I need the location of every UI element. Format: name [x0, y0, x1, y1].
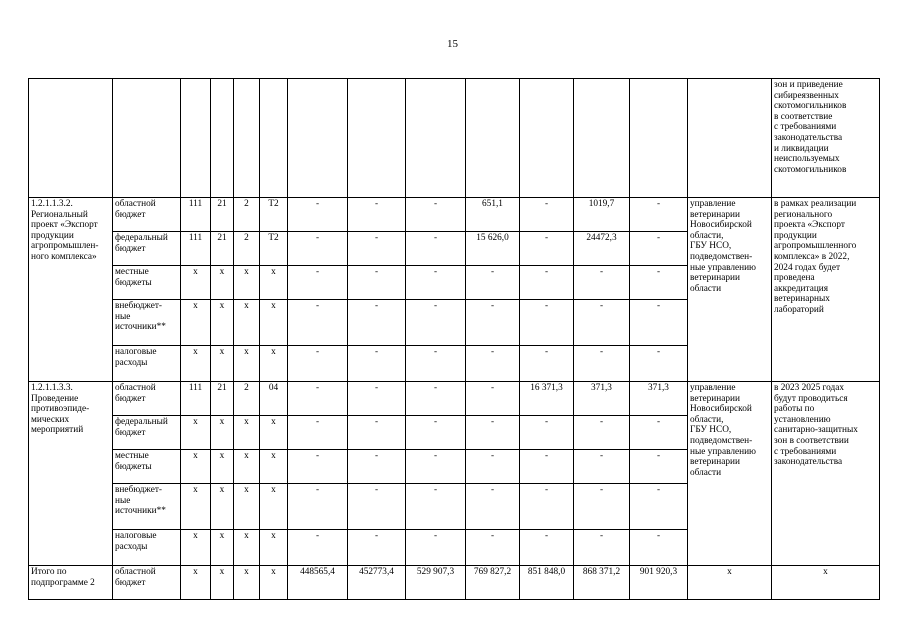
value-cell: 769 827,2 — [466, 566, 520, 600]
cell-empty — [181, 79, 211, 198]
value-cell: 16 371,3 — [520, 382, 574, 416]
cell-empty — [211, 79, 234, 198]
value-cell: - — [630, 300, 688, 346]
cell-empty — [234, 79, 260, 198]
cell-empty — [406, 79, 466, 198]
result-cell: х — [772, 566, 880, 600]
value-cell: 371,3 — [574, 382, 630, 416]
value-cell: - — [288, 300, 348, 346]
value-cell: - — [630, 346, 688, 382]
funding-source-cell: областной бюджет — [113, 382, 181, 416]
value-cell: - — [348, 416, 406, 450]
code-cell: х — [181, 484, 211, 530]
code-cell: х — [181, 566, 211, 600]
value-cell: - — [348, 266, 406, 300]
code-cell: х — [211, 530, 234, 566]
code-cell: T2 — [260, 198, 288, 232]
value-cell: - — [406, 382, 466, 416]
value-cell: 448565,4 — [288, 566, 348, 600]
value-cell: - — [406, 450, 466, 484]
code-cell: 2 — [234, 232, 260, 266]
funding-source-cell: внебюджет- ные источники** — [113, 484, 181, 530]
value-cell: - — [288, 382, 348, 416]
value-cell: - — [288, 198, 348, 232]
value-cell: 15 626,0 — [466, 232, 520, 266]
value-cell: - — [466, 530, 520, 566]
code-cell: 2 — [234, 382, 260, 416]
cell-empty — [574, 79, 630, 198]
code-cell: х — [181, 530, 211, 566]
value-cell: - — [406, 232, 466, 266]
value-cell: - — [466, 450, 520, 484]
total-label-cell: Итого по подпрограмме 2 — [29, 566, 113, 600]
value-cell: - — [630, 198, 688, 232]
result-cell: в 2023 2025 годах будут проводиться работы по установлению санитарно-защитных зон в соответствии с требованиями законодательства — [772, 382, 880, 566]
code-cell: 21 — [211, 232, 234, 266]
value-cell: - — [630, 450, 688, 484]
value-cell: - — [406, 198, 466, 232]
value-cell: - — [574, 450, 630, 484]
value-cell: - — [466, 266, 520, 300]
code-cell: х — [234, 346, 260, 382]
code-cell: 04 — [260, 382, 288, 416]
funding-source-cell: налоговые расходы — [113, 346, 181, 382]
value-cell: - — [348, 198, 406, 232]
cell-empty — [520, 79, 574, 198]
value-cell: 371,3 — [630, 382, 688, 416]
value-cell: - — [520, 450, 574, 484]
value-cell: - — [520, 300, 574, 346]
code-cell: х — [234, 300, 260, 346]
value-cell: - — [406, 530, 466, 566]
code-cell: х — [181, 300, 211, 346]
code-cell: х — [260, 266, 288, 300]
value-cell: - — [288, 450, 348, 484]
table-row — [29, 198, 880, 232]
funding-source-cell: местные бюджеты — [113, 450, 181, 484]
value-cell: - — [520, 484, 574, 530]
code-cell: 21 — [211, 198, 234, 232]
value-cell: - — [574, 416, 630, 450]
value-cell: 901 920,3 — [630, 566, 688, 600]
table-body — [29, 79, 880, 600]
value-cell: 1019,7 — [574, 198, 630, 232]
value-cell: - — [288, 484, 348, 530]
value-cell: - — [288, 266, 348, 300]
code-cell: х — [260, 346, 288, 382]
value-cell: - — [520, 198, 574, 232]
value-cell: 851 848,0 — [520, 566, 574, 600]
code-cell: T2 — [260, 232, 288, 266]
code-cell: х — [234, 450, 260, 484]
value-cell: 452773,4 — [348, 566, 406, 600]
cell-empty — [348, 79, 406, 198]
code-cell: х — [260, 416, 288, 450]
code-cell: х — [181, 450, 211, 484]
value-cell: - — [348, 530, 406, 566]
code-cell: х — [260, 530, 288, 566]
result-cell: в рамках реализации регионального проекта «Экспорт продукции агропромышленного комплекса» в 2022, 2024 годах будет проведена аккредитация ветеринарных лабораторий — [772, 198, 880, 382]
funding-source-cell: федеральный бюджет — [113, 232, 181, 266]
funding-source-cell: внебюджет- ные источники** — [113, 300, 181, 346]
value-cell: - — [348, 300, 406, 346]
value-cell: - — [348, 450, 406, 484]
value-cell: - — [630, 266, 688, 300]
code-cell: 111 — [181, 382, 211, 416]
cell-empty — [113, 79, 181, 198]
cell-empty — [630, 79, 688, 198]
code-cell: 2 — [234, 198, 260, 232]
value-cell: - — [520, 530, 574, 566]
executor-cell: управление ветеринарии Новосибирской области, ГБУ НСО, подведомствен- ные управлению ветеринарии области — [688, 382, 772, 566]
value-cell: - — [520, 232, 574, 266]
value-cell: - — [406, 416, 466, 450]
code-cell: х — [211, 346, 234, 382]
cell-empty — [466, 79, 520, 198]
executor-cell: управление ветеринарии Новосибирской области, ГБУ НСО, подведомствен- ные управлению ветеринарии области — [688, 198, 772, 382]
result-cell: зон и приведение сибиреязвенных скотомогильников в соответствие с требованиями законодательства и ликвидации неиспользуемых скотомогильников — [772, 79, 880, 198]
value-cell: - — [466, 484, 520, 530]
cell-empty — [29, 79, 113, 198]
funding-source-cell: областной бюджет — [113, 566, 181, 600]
code-cell: х — [234, 566, 260, 600]
value-cell: - — [630, 232, 688, 266]
value-cell: - — [348, 382, 406, 416]
code-cell: х — [211, 566, 234, 600]
code-cell: х — [211, 266, 234, 300]
cell-empty — [260, 79, 288, 198]
budget-table — [28, 78, 880, 600]
value-cell: - — [406, 300, 466, 346]
funding-source-cell: федеральный бюджет — [113, 416, 181, 450]
code-cell: х — [181, 346, 211, 382]
activity-code-cell: 1.2.1.1.3.3. Проведение противоэпиде- мических мероприятий — [29, 382, 113, 566]
activity-code-cell: 1.2.1.1.3.2. Региональный проект «Экспорт продукции агропромышлен- ного комплекса» — [29, 198, 113, 382]
value-cell: - — [288, 232, 348, 266]
page-number: 15 — [447, 38, 458, 50]
value-cell: - — [466, 416, 520, 450]
code-cell: х — [211, 416, 234, 450]
code-cell: х — [211, 300, 234, 346]
code-cell: х — [260, 450, 288, 484]
code-cell: х — [260, 566, 288, 600]
value-cell: - — [520, 266, 574, 300]
code-cell: х — [234, 416, 260, 450]
code-cell: х — [181, 416, 211, 450]
cell-empty — [688, 79, 772, 198]
code-cell: х — [234, 266, 260, 300]
value-cell: 651,1 — [466, 198, 520, 232]
value-cell: - — [288, 530, 348, 566]
value-cell: - — [574, 530, 630, 566]
code-cell: х — [234, 530, 260, 566]
value-cell: - — [406, 266, 466, 300]
code-cell: х — [181, 266, 211, 300]
value-cell: - — [406, 346, 466, 382]
value-cell: 868 371,2 — [574, 566, 630, 600]
code-cell: 111 — [181, 198, 211, 232]
value-cell: - — [348, 484, 406, 530]
value-cell: - — [630, 416, 688, 450]
value-cell: - — [348, 346, 406, 382]
total-row — [29, 566, 880, 600]
code-cell: х — [260, 484, 288, 530]
code-cell: 21 — [211, 382, 234, 416]
code-cell: х — [234, 484, 260, 530]
value-cell: - — [466, 382, 520, 416]
value-cell: - — [520, 346, 574, 382]
value-cell: 24472,3 — [574, 232, 630, 266]
code-cell: х — [260, 300, 288, 346]
value-cell: - — [288, 416, 348, 450]
value-cell: - — [574, 484, 630, 530]
code-cell: х — [211, 450, 234, 484]
code-cell: х — [211, 484, 234, 530]
funding-source-cell: областной бюджет — [113, 198, 181, 232]
value-cell: - — [406, 484, 466, 530]
value-cell: - — [630, 484, 688, 530]
value-cell: - — [574, 266, 630, 300]
code-cell: 111 — [181, 232, 211, 266]
funding-source-cell: налоговые расходы — [113, 530, 181, 566]
value-cell: - — [466, 300, 520, 346]
value-cell: - — [630, 530, 688, 566]
value-cell: - — [574, 346, 630, 382]
executor-cell: х — [688, 566, 772, 600]
value-cell: - — [466, 346, 520, 382]
value-cell: - — [288, 346, 348, 382]
table-row-continuation — [29, 79, 880, 198]
cell-empty — [288, 79, 348, 198]
table-row — [29, 382, 880, 416]
value-cell: - — [348, 232, 406, 266]
value-cell: - — [520, 416, 574, 450]
value-cell: - — [574, 300, 630, 346]
value-cell: 529 907,3 — [406, 566, 466, 600]
funding-source-cell: местные бюджеты — [113, 266, 181, 300]
